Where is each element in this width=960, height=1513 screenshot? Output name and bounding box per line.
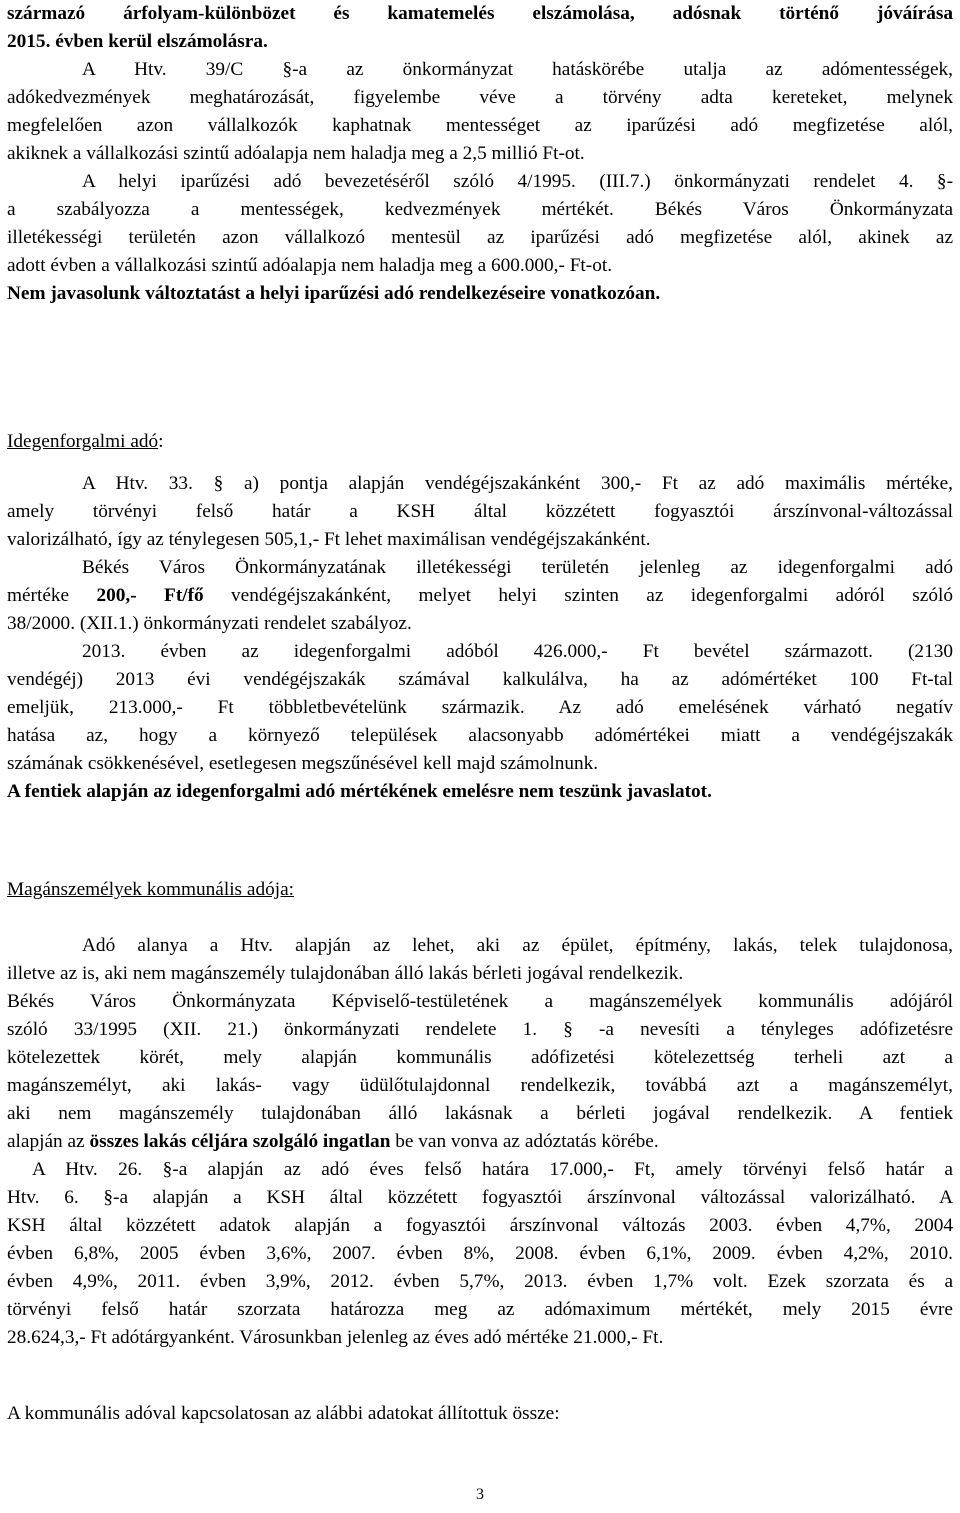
- body-text-line: magánszemélyt, aki lakás- vagy üdülőtulajdonnal rendelkezik, továbbá azt a magánszemélyt,: [7, 1075, 953, 1096]
- body-text-line: valorizálható, így az ténylegesen 505,1,- Ft lehet maximálisan vendégéjszakánként.: [7, 529, 651, 550]
- body-text-line: vendégéj) 2013 évi vendégéjszakák számával kalkulálva, ha az adómértéket 100 Ft-tal: [7, 669, 953, 690]
- body-text-line: Békés Város Önkormányzata Képviselő-testületének a magánszemélyek kommunális adójáról: [7, 991, 953, 1012]
- conclusion-text: Nem javasolunk változtatást a helyi iparűzési adó rendelkezéseire vonatkozóan.: [7, 283, 661, 304]
- body-text-line: adókedvezmények meghatározását, figyelembe véve a törvény adta kereteket, melynek: [7, 87, 953, 108]
- bold-rate-text: 200,- Ft/fő: [96, 585, 204, 606]
- body-text-line: származó árfolyam-különbözet és kamatemelés elszámolása, adósnak történő jóváírása: [7, 3, 953, 24]
- body-text-line: A helyi iparűzési adó bevezetéséről szóló 4/1995. (III.7.) önkormányzati rendelet 4. §-: [82, 171, 953, 192]
- body-text-line: illetékességi területén azon vállalkozó mentesül az iparűzési adó megfizetése alól, akinek az: [7, 227, 953, 248]
- section-heading-tourism-tax: [7, 428, 953, 456]
- body-text-line: akiknek a vállalkozási szintű adóalapja nem haladja meg a 2,5 millió Ft-ot.: [7, 143, 585, 164]
- body-text-line: emeljük, 213.000,- Ft többletbevételünk származik. Az adó emelésének várható negatív: [7, 697, 953, 718]
- body-text-line: évben 4,9%, 2011. évben 3,9%, 2012. évben 5,7%, 2013. évben 1,7% volt. Ezek szorzata és a: [7, 1271, 953, 1292]
- body-text-line: Htv. 6. §-a alapján a KSH által közzétett fogyasztói árszínvonal változással valorizálható. A: [7, 1187, 953, 1208]
- body-text-line: [7, 582, 953, 610]
- body-text-line: Békés Város Önkormányzatának illetékességi területén jelenleg az idegenforgalmi adó: [82, 557, 953, 578]
- body-text-line: A kommunális adóval kapcsolatosan az alábbi adatokat állítottuk össze:: [7, 1403, 560, 1424]
- body-text-line: [7, 1128, 953, 1156]
- body-text-line: 28.624,3,- Ft adótárgyanként. Városunkban jelenleg az éves adó mértéke 21.000,- Ft.: [7, 1327, 664, 1348]
- body-text-line: A Htv. 33. § a) pontja alapján vendégéjszakánként 300,- Ft az adó maximális mértéke,: [82, 473, 953, 494]
- body-text-line: adott évben a vállalkozási szintű adóalapja nem haladja meg a 600.000,- Ft-ot.: [7, 255, 613, 276]
- body-text-line: megfelelően azon vállalkozók kaphatnak mentességet az iparűzési adó megfizetése alól,: [7, 115, 953, 136]
- body-text-line: illetve az is, aki nem magánszemély tulajdonában álló lakás bérleti jogával rendelkezik.: [7, 963, 684, 984]
- section-heading-colon: :: [158, 431, 164, 452]
- body-text-line: 2015. évben kerül elszámolásra.: [7, 31, 268, 52]
- page-number: 3: [476, 1486, 484, 1503]
- body-text-line: aki nem magánszemély tulajdonában álló lakásnak a bérleti jogával rendelkezik. A fentiek: [7, 1103, 953, 1124]
- conclusion-text: A fentiek alapján az idegenforgalmi adó mértékének emelésre nem teszünk javaslatot.: [7, 781, 712, 802]
- section-heading-text: Idegenforgalmi adó: [7, 431, 159, 452]
- body-text-line: A Htv. 39/C §-a az önkormányzat hatáskörébe utalja az adómentességek,: [82, 59, 953, 80]
- bold-property-text: összes lakás céljára szolgáló ingatlan: [89, 1131, 391, 1152]
- body-text-line: kötelezettek körét, mely alapján kommunális adófizetési kötelezettség terheli azt a: [7, 1047, 953, 1068]
- body-text-line: KSH által közzétett adatok alapján a fogyasztói árszínvonal változás 2003. évben 4,7%, 2004: [7, 1215, 953, 1236]
- text-run: be van vonva az adóztatás körébe.: [390, 1131, 659, 1152]
- body-text-line: 2013. évben az idegenforgalmi adóból 426.000,- Ft bevétel származott. (2130: [82, 641, 953, 662]
- body-text-line: szóló 33/1995 (XII. 21.) önkormányzati rendelete 1. § -a nevesíti a tényleges adófizetésre: [7, 1019, 953, 1040]
- text-run: mértéke: [7, 585, 97, 606]
- body-text-line: 38/2000. (XII.1.) önkormányzati rendelet szabályoz.: [7, 613, 412, 634]
- body-text-line: törvényi felső határ szorzata határozza meg az adómaximum mértékét, mely 2015 évre: [7, 1299, 953, 1320]
- body-text-line: A Htv. 26. §-a alapján az adó éves felső határa 17.000,- Ft, amely törvényi felső határ a: [32, 1159, 953, 1180]
- text-run: vendégéjszakánként, melyet helyi szinten az idegenforgalmi adóról szóló: [203, 585, 953, 606]
- section-heading-communal-tax: Magánszemélyek kommunális adója:: [7, 879, 294, 900]
- body-text-line: a szabályozza a mentességek, kedvezmények mértékét. Békés Város Önkormányzata: [7, 199, 953, 220]
- text-run: alapján az: [7, 1131, 90, 1152]
- body-text-line: Adó alanya a Htv. alapján az lehet, aki az épület, építmény, lakás, telek tulajdonosa,: [82, 935, 953, 956]
- body-text-line: számának csökkenésével, esetlegesen megszűnésével kell majd számolnunk.: [7, 753, 599, 774]
- body-text-line: évben 6,8%, 2005 évben 3,6%, 2007. évben 8%, 2008. évben 6,1%, 2009. évben 4,2%, 2010.: [7, 1243, 953, 1264]
- body-text-line: hatása az, hogy a környező települések alacsonyabb adómértékei miatt a vendégéjszakák: [7, 725, 953, 746]
- body-text-line: amely törvényi felső határ a KSH által közzétett fogyasztói árszínvonal-változással: [7, 501, 953, 522]
